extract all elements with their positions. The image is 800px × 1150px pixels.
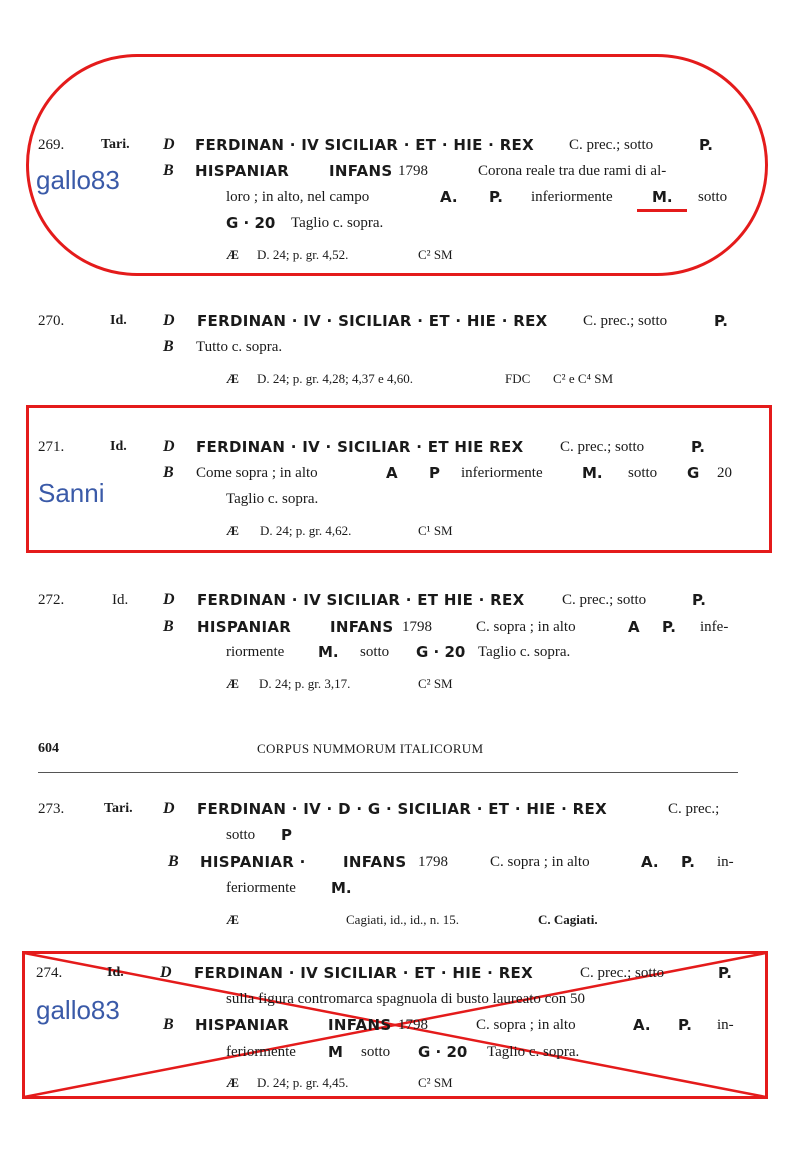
reverse-mark: B bbox=[163, 338, 174, 355]
reverse-desc-1: Tutto c. sopra. bbox=[196, 339, 283, 355]
collections: C¹ SM bbox=[418, 523, 453, 538]
obverse-legend: FERDINAN · IV · SICILIAR · ET · HIE · REX bbox=[197, 312, 548, 330]
obverse-mark-letter: P bbox=[281, 826, 292, 844]
denomination: Id. bbox=[107, 965, 124, 980]
reverse-legend-b: INFANS bbox=[343, 853, 407, 871]
measurements: D. 24; p. gr. 4,52. bbox=[257, 247, 349, 262]
field-a: A bbox=[628, 618, 640, 636]
reverse-desc-2a: riormente bbox=[226, 644, 285, 660]
highlight-box-271 bbox=[26, 405, 772, 553]
annotation-tag-sanni: Sanni bbox=[38, 478, 105, 508]
reverse-desc-3: Taglio c. sopra. bbox=[291, 215, 384, 231]
field-p: P. bbox=[681, 853, 695, 871]
reverse-legend-b: INFANS bbox=[330, 618, 394, 636]
reverse-desc-1a: C. sopra ; in alto bbox=[476, 619, 576, 635]
underline-m-269 bbox=[637, 209, 687, 212]
field-p: P. bbox=[662, 618, 676, 636]
reverse-legend-a: HISPANIAR bbox=[195, 1016, 290, 1034]
field-g: G · 20 bbox=[416, 643, 466, 661]
field-m: M. bbox=[652, 188, 673, 206]
field-a: A. bbox=[633, 1016, 651, 1034]
obverse-desc: C. prec.; sotto bbox=[583, 313, 668, 329]
collections: C² SM bbox=[418, 676, 453, 691]
obverse-mark-letter: P. bbox=[692, 591, 706, 609]
obverse-desc: C. prec.; sotto bbox=[560, 439, 645, 455]
obverse-mark: D bbox=[163, 136, 175, 153]
reverse-desc-2c: Taglio c. sopra. bbox=[487, 1044, 580, 1060]
reverse-desc-1a: C. sopra ; in alto bbox=[476, 1017, 576, 1033]
obverse-legend: FERDINAN · IV SICILIAR · ET HIE · REX bbox=[197, 591, 525, 609]
collections: C² SM bbox=[418, 1075, 453, 1090]
reverse-legend-b: INFANS bbox=[328, 1016, 392, 1034]
reverse-desc-2b: sotto bbox=[360, 644, 390, 660]
obverse-desc-2: sotto bbox=[226, 827, 256, 843]
denomination: Tari. bbox=[101, 137, 130, 152]
collections: C² SM bbox=[418, 247, 453, 262]
obverse-mark: D bbox=[160, 964, 172, 981]
entry-number: 269. bbox=[38, 137, 65, 153]
reverse-mark: B bbox=[163, 464, 174, 481]
reverse-desc-2b: sotto bbox=[361, 1044, 391, 1060]
reverse-mark: B bbox=[163, 162, 174, 179]
field-p: P. bbox=[489, 188, 503, 206]
measurements: D. 24; p. gr. 3,17. bbox=[259, 676, 351, 691]
grade: FDC bbox=[505, 371, 531, 386]
reverse-legend-a: HISPANIAR · bbox=[200, 853, 306, 871]
reverse-mark: B bbox=[163, 1016, 174, 1033]
field-g: G · 20 bbox=[226, 214, 276, 232]
obverse-legend: FERDINAN · IV SICILIAR · ET · HIE · REX bbox=[194, 964, 533, 982]
page-number: 604 bbox=[38, 741, 59, 756]
obverse-mark-letter: P. bbox=[714, 312, 728, 330]
reverse-legend-a: HISPANIAR bbox=[197, 618, 292, 636]
entry-number: 274. bbox=[36, 965, 63, 981]
obverse-desc: C. prec.; sotto bbox=[580, 965, 665, 981]
obverse-mark: D bbox=[163, 800, 175, 817]
annotation-tag-gallo83-top: gallo83 bbox=[36, 165, 120, 195]
measurements: D. 24; p. gr. 4,62. bbox=[260, 523, 352, 538]
obverse-mark-letter: P. bbox=[699, 136, 713, 154]
reverse-legend-b: INFANS bbox=[329, 162, 393, 180]
reverse-desc-2c: sotto bbox=[698, 189, 728, 205]
entry-number: 270. bbox=[38, 313, 65, 329]
obverse-desc: C. prec.; sotto bbox=[562, 592, 647, 608]
entry-number: 271. bbox=[38, 439, 65, 455]
field-p: P. bbox=[678, 1016, 692, 1034]
obverse-mark-letter: P. bbox=[718, 964, 732, 982]
reverse-desc-1b: in- bbox=[717, 1017, 734, 1033]
obverse-desc: C. prec.; bbox=[668, 801, 720, 817]
reference: Cagiati, id., id., n. 15. bbox=[346, 912, 460, 927]
metal: Æ bbox=[226, 676, 239, 691]
field-m: M bbox=[328, 1043, 343, 1061]
field-a: A bbox=[386, 464, 398, 482]
reverse-desc-2a: feriormente bbox=[226, 880, 296, 896]
denomination: Tari. bbox=[104, 801, 133, 816]
obverse-mark: D bbox=[163, 312, 175, 329]
field-a: A. bbox=[641, 853, 659, 871]
header-rule bbox=[38, 772, 738, 773]
field-a: A. bbox=[440, 188, 458, 206]
obverse-mark: D bbox=[163, 438, 175, 455]
metal: Æ bbox=[226, 523, 239, 538]
field-m: M. bbox=[331, 879, 352, 897]
metal: Æ bbox=[226, 912, 239, 927]
denomination: Id. bbox=[110, 313, 127, 328]
annotation-tag-gallo83-bottom: gallo83 bbox=[36, 995, 120, 1025]
year: 1798 bbox=[418, 854, 448, 870]
reverse-desc-2c: Taglio c. sopra. bbox=[478, 644, 571, 660]
metal: Æ bbox=[226, 371, 239, 386]
reverse-desc-1a: C. sopra ; in alto bbox=[490, 854, 590, 870]
reverse-desc-1a: Come sopra ; in alto bbox=[196, 465, 318, 481]
reverse-desc-2: Taglio c. sopra. bbox=[226, 491, 319, 507]
reverse-legend-a: HISPANIAR bbox=[195, 162, 290, 180]
obverse-legend: FERDINAN · IV SICILIAR · ET · HIE · REX bbox=[195, 136, 534, 154]
reverse-desc-2a: loro ; in alto, nel campo bbox=[226, 189, 370, 205]
collections: C. Cagiati. bbox=[538, 912, 598, 927]
year: 1798 bbox=[398, 1017, 428, 1033]
page-title: CORPUS NUMMORUM ITALICORUM bbox=[257, 741, 484, 756]
collections: C² e C⁴ SM bbox=[553, 371, 614, 386]
reverse-desc-1: Corona reale tra due rami di al- bbox=[478, 163, 667, 179]
entry-number: 273. bbox=[38, 801, 65, 817]
obverse-legend: FERDINAN · IV · D · G · SICILIAR · ET · HIE · REX bbox=[197, 800, 607, 818]
field-g: G · 20 bbox=[418, 1043, 468, 1061]
reverse-mark: B bbox=[163, 618, 174, 635]
measurements: D. 24; p. gr. 4,28; 4,37 e 4,60. bbox=[257, 371, 413, 386]
denomination: Id. bbox=[110, 439, 127, 454]
metal: Æ bbox=[226, 247, 239, 262]
reverse-desc-1b: in- bbox=[717, 854, 734, 870]
obverse-mark-letter: P. bbox=[691, 438, 705, 456]
reverse-desc-1b: infe- bbox=[700, 619, 729, 635]
obverse-mark: D bbox=[163, 591, 175, 608]
field-m: M. bbox=[318, 643, 339, 661]
reverse-desc-2a: feriormente bbox=[226, 1044, 296, 1060]
field-m: M. bbox=[582, 464, 603, 482]
field-g: G bbox=[687, 464, 700, 482]
reverse-desc-1b: inferiormente bbox=[461, 465, 543, 481]
reverse-desc-1c: sotto bbox=[628, 465, 658, 481]
measurements: D. 24; p. gr. 4,45. bbox=[257, 1075, 349, 1090]
reverse-desc-2b: inferiormente bbox=[531, 189, 613, 205]
metal: Æ bbox=[226, 1075, 239, 1090]
entry-number: 272. bbox=[38, 592, 65, 608]
field-20: 20 bbox=[717, 465, 732, 481]
obverse-desc: C. prec.; sotto bbox=[569, 137, 654, 153]
obverse-desc-2: sulla figura contromarca spagnuola di busto laureato con 50 bbox=[226, 991, 586, 1007]
year: 1798 bbox=[402, 619, 432, 635]
reverse-mark: B bbox=[168, 853, 179, 870]
field-p: P bbox=[429, 464, 440, 482]
obverse-legend: FERDINAN · IV · SICILIAR · ET HIE REX bbox=[196, 438, 524, 456]
year: 1798 bbox=[398, 163, 428, 179]
denomination: Id. bbox=[112, 592, 129, 608]
